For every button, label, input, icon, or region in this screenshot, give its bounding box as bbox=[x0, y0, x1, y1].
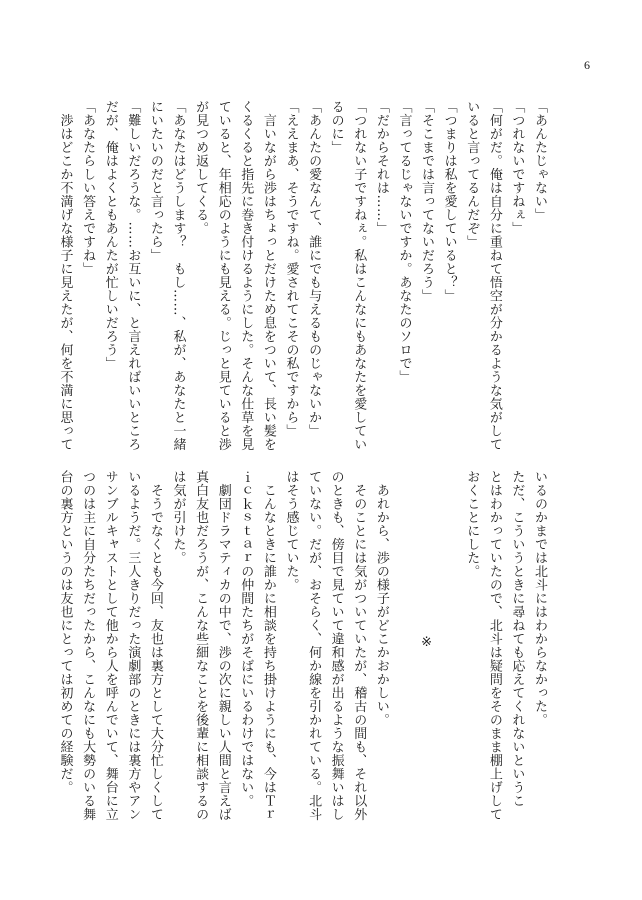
page-number: 6 bbox=[584, 58, 590, 72]
text-line bbox=[392, 470, 415, 815]
text-line: 「つれない子ですねぇ。私はこんなにもあなたを愛してい bbox=[351, 100, 367, 451]
text-line: 「あんたの愛なんて、誰にでも与えるものじゃないか」 bbox=[306, 100, 322, 438]
text-block-lower bbox=[53, 470, 550, 821]
text-line: くるくると指先に巻き付けるようにした。そんな仕草を見 bbox=[238, 100, 254, 451]
text-line: 「つれないですねぇ」 bbox=[509, 100, 525, 235]
text-line: のときも、傍目で見ていて違和感が出るような振舞いはし bbox=[328, 470, 344, 821]
text-line: にいたいのだと言ったら」 bbox=[147, 100, 163, 262]
text-line: あれから、渉の様子がどこかおかしい。 bbox=[373, 470, 389, 727]
text-line: ていない。だが、おそらく、何か線を引かれている。北斗 bbox=[306, 470, 322, 821]
text-line: ｉｃｋｓｔａｒの仲間たちがそばにいるわけではない。 bbox=[238, 470, 254, 808]
text-line: ただ、こういうときに尋ねても応えてくれないというこ bbox=[509, 470, 525, 808]
text-line: いると言ってるんだぞ」 bbox=[464, 100, 480, 249]
text-line: が見つめ返してくる。 bbox=[193, 100, 209, 235]
text-line bbox=[437, 470, 460, 815]
text-line: 「難しいだろうな。……お互いに、と言えればいいところ bbox=[125, 100, 141, 451]
text-line: 「ええまあ、そうですね。愛されてこその私ですから」 bbox=[283, 100, 299, 438]
text-line: そうでなくとも今回、友也は裏方として大分忙しくして bbox=[147, 470, 163, 821]
text-line: るのに」 bbox=[328, 100, 344, 154]
text-line: 劇団ドラマティカの中で、渉の次に親しい人間と言えば bbox=[215, 470, 231, 821]
text-line: 「あんたじゃない」 bbox=[532, 100, 547, 222]
section-divider-mark: ※ bbox=[419, 634, 435, 651]
text-line: ていると、年相応のようにも見える。じっと見ていると渉 bbox=[215, 100, 231, 451]
text-line: そのことには気がついていたが、稽古の間も、それ以外 bbox=[351, 470, 367, 821]
text-line: おくことにした。 bbox=[464, 470, 480, 578]
text-line: 「つまりは私を愛していると？」 bbox=[441, 100, 457, 303]
text-line: とはわかっていたので、北斗は疑問をそのまま棚上げして bbox=[486, 470, 502, 821]
text-line: こんなときに誰かに相談を持ち掛けようにも、今はＴｒ bbox=[260, 470, 276, 821]
text-line: 「だからそれは……」 bbox=[373, 100, 389, 235]
text-line: いるのかまでは北斗にはわからなかった。 bbox=[532, 470, 547, 727]
text-line: サンブルキャストとして他から人を呼んでいて、舞台に立 bbox=[102, 470, 118, 821]
text-line: はそう感じていた。 bbox=[283, 470, 299, 592]
text-line: だが、俺はよくともあんたが忙しいだろう」 bbox=[102, 100, 118, 370]
text-line: は気が引けた。 bbox=[170, 470, 186, 565]
text-line: いるようだ。三人きりだった演劇部のときには裏方やアン bbox=[125, 470, 141, 821]
text-line: 「あなたらしい答えですね」 bbox=[80, 100, 96, 276]
text-block-upper bbox=[53, 100, 550, 460]
text-line: 言いながら渉はちょっとだけため息をついて、長い髪を bbox=[260, 100, 276, 451]
text-line: 渉はどこか不満げな様子に見えたが、何を不満に思って bbox=[57, 100, 73, 451]
text-line: 真白友也だろうが、こんな些細なことを後輩に相談するの bbox=[193, 470, 209, 821]
text-line: 「何がだ。俺は自分に重ねて悟空が分かるような気がして bbox=[486, 100, 502, 451]
text-line: 「あなたはどうします？ もし……、私が、あなたと一緒 bbox=[170, 100, 186, 451]
text-line: 台の裏方というのは友也にとっては初めての経験だ。 bbox=[57, 470, 73, 794]
text-line: 「言ってるじゃないですか。あなたのソロで」 bbox=[396, 100, 412, 384]
text-line: 「そこまでは言ってないだろう」 bbox=[419, 100, 435, 303]
text-line: つのは主に自分たちだったから、こんなにも大勢のいる舞 bbox=[80, 470, 96, 821]
